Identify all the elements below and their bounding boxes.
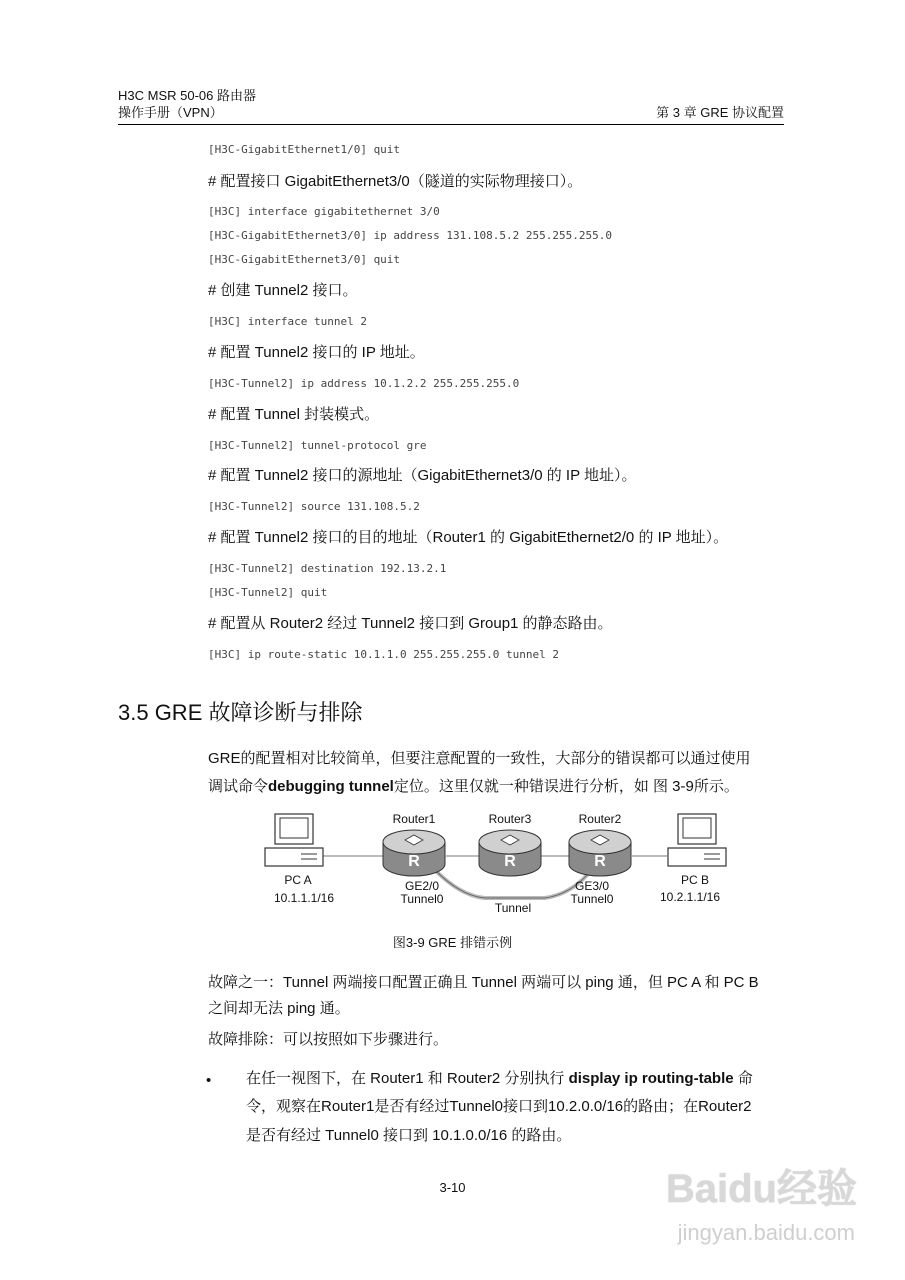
comment-line: # 配置从 Router2 经过 Tunnel2 接口到 Group1 的静态路由。 <box>208 615 613 632</box>
code-line: [H3C-GigabitEthernet3/0] quit <box>208 253 401 266</box>
pc-a-label: PC A <box>284 873 312 887</box>
router1-label: Router1 <box>392 812 436 826</box>
code-line: [H3C] interface tunnel 2 <box>208 315 367 328</box>
section-intro-line2: 调试命令debugging tunnel定位。这里仅就一种错误进行分析，如 图 3-9所示。 <box>208 778 739 795</box>
bullet-line3: 是否有经过 Tunnel0 接口到 10.1.0.0/16 的路由。 <box>246 1127 572 1144</box>
router2-glyph: R <box>594 853 606 870</box>
bullet-line2: 令，观察在Router1是否有经过Tunnel0接口到10.2.0.0/16的路由；在Router2 <box>246 1098 752 1115</box>
section-title: 3.5 GRE 故障诊断与排除 <box>118 700 363 725</box>
figure-caption: 图3-9 GRE 排错示例 <box>392 935 513 950</box>
code-line: [H3C-GigabitEthernet1/0] quit <box>208 143 401 156</box>
comment-line: # 创建 Tunnel2 接口。 <box>208 282 358 299</box>
pc-a-icon <box>265 814 323 866</box>
router2-label: Router2 <box>578 812 622 826</box>
pc-b-icon <box>668 814 726 866</box>
header-product: H3C MSR 50-06 路由器 <box>118 88 256 103</box>
comment-line: # 配置接口 GigabitEthernet3/0（隧道的实际物理接口）。 <box>208 173 583 190</box>
section-intro-line1: GRE的配置相对比较简单，但要注意配置的一致性，大部分的错误都可以通过使用 <box>208 750 751 767</box>
code-line: [H3C-Tunnel2] tunnel-protocol gre <box>208 439 427 452</box>
watermark-url: jingyan.baidu.com <box>677 1220 855 1245</box>
comment-line: # 配置 Tunnel2 接口的源地址（GigabitEthernet3/0 的 IP 地址）。 <box>208 467 637 484</box>
code-line: [H3C-Tunnel2] ip address 10.1.2.2 255.255.255.0 <box>208 377 520 390</box>
router1-interface: GE2/0 <box>404 879 440 893</box>
router2-tunnel: Tunnel0 <box>570 892 614 906</box>
code-line: [H3C-Tunnel2] quit <box>208 586 328 599</box>
router3-glyph: R <box>504 853 516 870</box>
code-line: [H3C] interface gigabitethernet 3/0 <box>208 205 440 218</box>
comment-line: # 配置 Tunnel 封装模式。 <box>208 406 380 423</box>
fault-line1: 故障之一：Tunnel 两端接口配置正确且 Tunnel 两端可以 ping 通，但 PC A 和 PC B <box>208 974 759 991</box>
pc-a-ip: 10.1.1.1/16 <box>273 891 335 905</box>
router1-tunnel: Tunnel0 <box>400 892 444 906</box>
router2-interface: GE3/0 <box>574 879 610 893</box>
pc-b-label: PC B <box>680 873 710 887</box>
fault-line2: 之间却无法 ping 通。 <box>208 1000 350 1017</box>
code-line: [H3C] ip route-static 10.1.1.0 255.255.255.0 tunnel 2 <box>208 648 559 661</box>
fault-fix: 故障排除：可以按照如下步骤进行。 <box>208 1031 449 1048</box>
code-line: [H3C-Tunnel2] destination 192.13.2.1 <box>208 562 447 575</box>
header-chapter: 第 3 章 GRE 协议配置 <box>656 105 784 120</box>
code-line: [H3C-GigabitEthernet3/0] ip address 131.108.5.2 255.255.255.0 <box>208 229 612 242</box>
router1-glyph: R <box>408 853 420 870</box>
bullet-line1: 在任一视图下，在 Router1 和 Router2 分别执行 display ip routing-table 命 <box>246 1070 753 1087</box>
router3-label: Router3 <box>488 812 532 826</box>
tunnel-label: Tunnel <box>494 901 532 915</box>
bullet-mark: • <box>206 1072 212 1089</box>
watermark-brand: Baidu经验 <box>665 1167 857 1211</box>
comment-line: # 配置 Tunnel2 接口的 IP 地址。 <box>208 344 425 361</box>
header-manual: 操作手册（VPN） <box>118 105 223 120</box>
pc-b-ip: 10.2.1.1/16 <box>659 890 721 904</box>
code-line: [H3C-Tunnel2] source 131.108.5.2 <box>208 500 420 513</box>
header-rule <box>118 124 784 125</box>
gre-topology-figure <box>255 806 735 916</box>
comment-line: # 配置 Tunnel2 接口的目的地址（Router1 的 GigabitEthernet2/0 的 IP 地址）。 <box>208 529 729 546</box>
page-number: 3-10 <box>439 1180 466 1195</box>
